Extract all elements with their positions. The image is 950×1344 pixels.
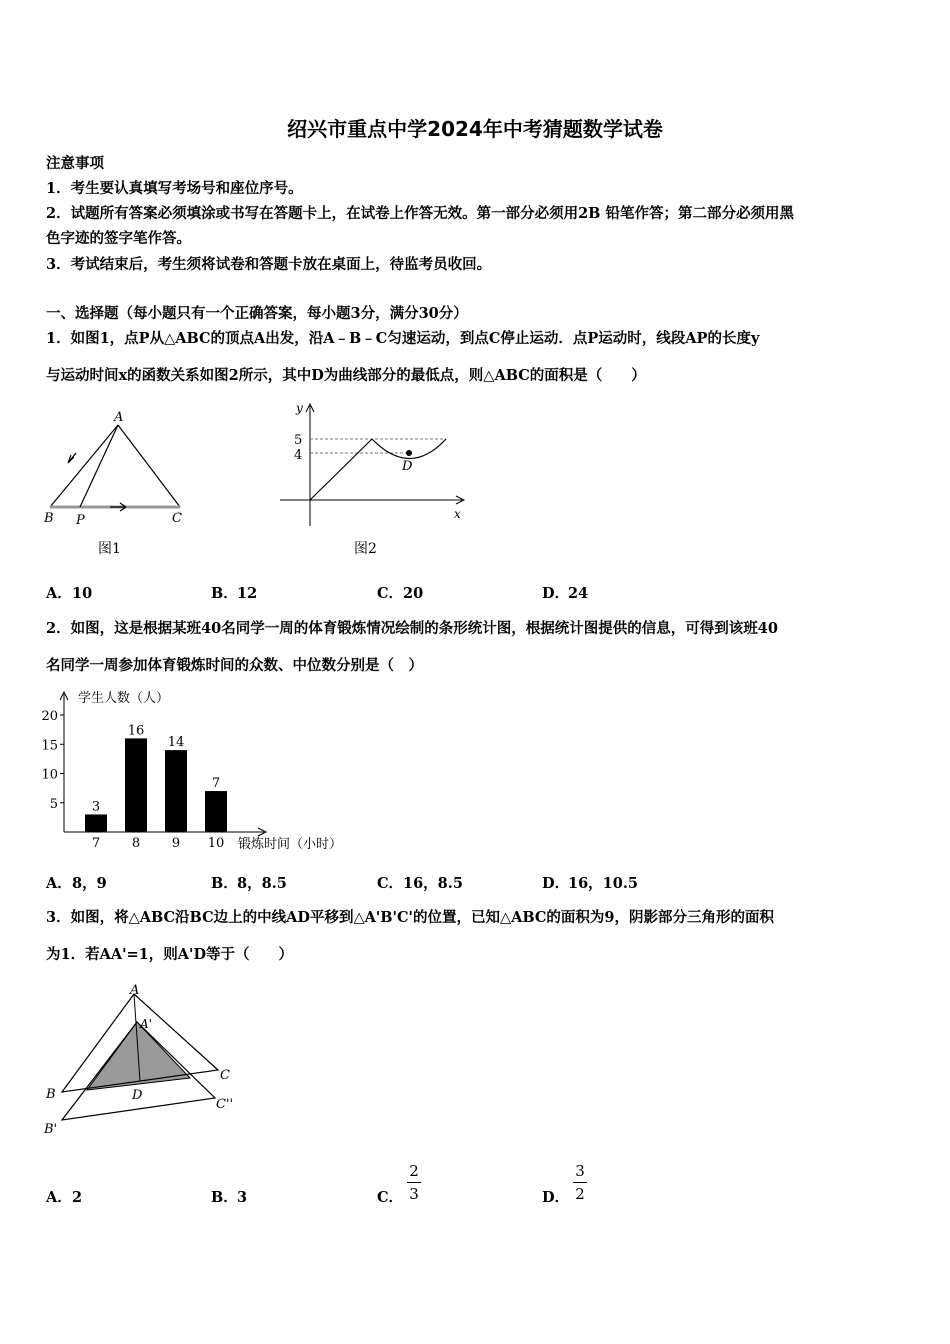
chart-xlabel: 锻炼时间（小时） — [238, 837, 343, 852]
fig2-caption: 图2 — [354, 541, 377, 557]
bar-value-label: 7 — [211, 776, 221, 792]
arrow-down-icon — [68, 453, 76, 463]
label-a: A — [130, 983, 140, 998]
bar-value-label: 14 — [167, 735, 185, 751]
q3-option-c-fraction: 2 3 — [406, 1160, 422, 1205]
x-tick-label: 8 — [131, 836, 141, 851]
side-ac — [118, 425, 180, 507]
x-tick-label: 7 — [91, 836, 101, 851]
label-p: P — [76, 513, 85, 528]
label-a: A — [114, 410, 124, 425]
arrow-right-icon — [110, 503, 126, 511]
tick-5: 5 — [294, 433, 303, 448]
q3-line2: 为1．若AA'=1，则A'D等于（ ） — [46, 946, 294, 963]
q1-line2: 与运动时间x的函数关系如图2所示，其中D为曲线部分的最低点，则△ABC的面积是（ ） — [46, 367, 646, 384]
q2-line2: 名同学一周参加体育锻炼时间的众数、中位数分别是（ ） — [46, 657, 423, 674]
q1-option-a[interactable]: A．10 — [46, 585, 93, 602]
y-tick-label: 5 — [49, 796, 58, 812]
page-title: 绍兴市重点中学2024年中考猜题数学试卷 — [287, 117, 663, 141]
q3-option-d-fraction: 3 2 — [572, 1160, 588, 1205]
axis-x-label: x — [454, 507, 461, 521]
fig1-caption: 图1 — [98, 541, 121, 557]
q1-figure-1 — [40, 405, 200, 565]
label-b: B — [46, 1087, 56, 1102]
bar — [205, 791, 227, 832]
q2-option-c[interactable]: C．16，8.5 — [377, 875, 463, 892]
section-heading: 一、选择题（每小题只有一个正确答案，每小题3分，满分30分） — [46, 305, 468, 322]
label-b: B — [44, 511, 54, 526]
y-tick-label: 20 — [41, 709, 58, 724]
notice-item-2: 2．试题所有答案必须填涂或书写在答题卡上，在试卷上作答无效。第一部分必须用2B 铅笔作答；第二部分必须用黑 — [46, 205, 794, 222]
notice-item-3: 3．考试结束后，考生须将试卷和答题卡放在桌面上，待监考员收回。 — [46, 256, 492, 273]
side-ab — [50, 425, 118, 507]
bar — [125, 738, 147, 832]
q1-figure-2 — [280, 398, 480, 563]
notice-item-1: 1．考生要认真填写考场号和座位序号。 — [46, 180, 303, 197]
q3-option-a[interactable]: A．2 — [46, 1189, 83, 1206]
q2-option-d[interactable]: D．16，10.5 — [542, 875, 638, 892]
bar — [165, 750, 187, 832]
notice-item-2-cont: 色字迹的签字笔作答。 — [46, 230, 191, 247]
q2-option-b[interactable]: B．8，8.5 — [211, 875, 287, 892]
q1-option-d[interactable]: D．24 — [542, 585, 589, 602]
bar-value-label: 16 — [127, 723, 145, 739]
q3-line1: 3．如图，将△ABC沿BC边上的中线AD平移到△A'B'C'的位置，已知△ABC的面积为9，阴影部分三角形的面积 — [46, 909, 775, 926]
q1-line1: 1．如图1，点P从△ABC的顶点A出发，沿A﹣B﹣C匀速运动，到点C停止运动．点P运动时，线段AP的长度y — [46, 330, 760, 347]
x-tick-label: 10 — [207, 836, 225, 851]
q2-line1: 2．如图，这是根据某班40名同学一周的体育锻炼情况绘制的条形统计图，根据统计图提供的信息，可得到该班40 — [46, 620, 778, 637]
q3-option-b[interactable]: B．3 — [211, 1189, 248, 1206]
label-c: C — [220, 1068, 230, 1083]
chart-ylabel: 学生人数（人） — [78, 691, 170, 706]
graph-line — [310, 439, 372, 500]
y-tick-label: 15 — [41, 738, 58, 754]
q3-option-c[interactable]: C． — [377, 1189, 404, 1206]
notice-heading: 注意事项 — [46, 155, 104, 172]
q2-option-a[interactable]: A．8，9 — [46, 875, 107, 892]
bar — [85, 814, 107, 832]
bar-chart — [40, 688, 370, 858]
label-a-prime: A' — [140, 1017, 152, 1031]
axis-y-label: y — [296, 401, 303, 415]
segment-ap — [80, 425, 118, 507]
label-b-prime: B' — [44, 1122, 58, 1137]
q1-option-c[interactable]: C．20 — [377, 585, 424, 602]
q3-figure — [40, 980, 250, 1140]
label-c: C — [172, 511, 182, 526]
tick-4: 4 — [294, 448, 303, 463]
x-tick-label: 9 — [171, 836, 181, 851]
y-tick-label: 10 — [41, 767, 58, 783]
label-c-prime: C'' — [216, 1097, 234, 1112]
point-d — [406, 450, 412, 456]
label-d: D — [402, 459, 413, 474]
bar-value-label: 3 — [91, 799, 101, 815]
q1-option-b[interactable]: B．12 — [211, 585, 258, 602]
label-d: D — [132, 1088, 143, 1103]
q3-option-d[interactable]: D． — [542, 1189, 570, 1206]
